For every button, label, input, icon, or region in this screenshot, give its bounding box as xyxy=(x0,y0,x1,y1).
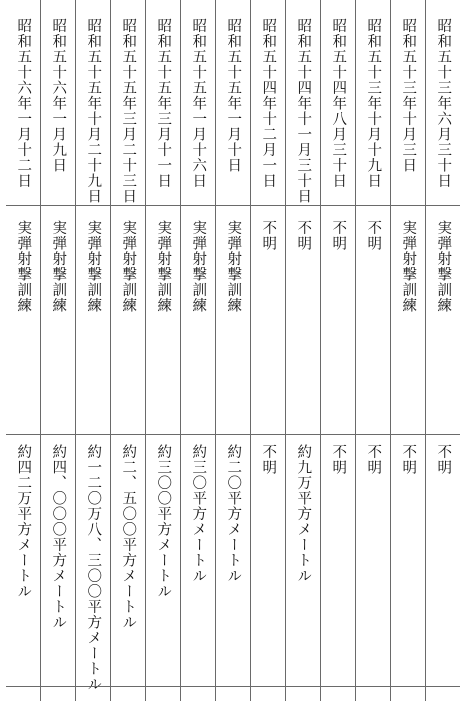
area-cell: 約二〇平方メートル xyxy=(225,444,242,584)
table-row xyxy=(320,0,355,701)
table-row xyxy=(145,0,180,701)
date-cell: 昭和五十五年三月二十三日 xyxy=(120,18,137,204)
area-cell: 約一二〇万八、三〇〇平方メートル xyxy=(85,444,102,692)
purpose-cell: 実弾射撃訓練 xyxy=(400,220,417,313)
date-cell: 昭和五十五年十月二十九日 xyxy=(85,18,102,204)
table-row xyxy=(215,0,250,701)
fire-incident-table xyxy=(6,0,460,701)
purpose-cell: 不明 xyxy=(365,220,382,251)
date-cell: 昭和五十三年六月三十日 xyxy=(435,18,452,189)
purpose-cell: 不明 xyxy=(295,220,312,251)
area-cell: 不明 xyxy=(400,444,417,475)
purpose-cell: 実弾射撃訓練 xyxy=(225,220,242,313)
table-row xyxy=(285,0,320,701)
table-row xyxy=(390,0,425,701)
area-cell: 不明 xyxy=(260,444,277,475)
table-row xyxy=(6,0,40,701)
table-row xyxy=(40,0,75,701)
date-cell: 昭和五十三年十月三日 xyxy=(400,18,417,173)
table-row xyxy=(355,0,390,701)
purpose-cell: 実弾射撃訓練 xyxy=(15,220,32,313)
date-cell: 昭和五十六年一月九日 xyxy=(50,18,67,173)
section-divider xyxy=(6,205,460,206)
area-cell: 約四、〇〇〇平方メートル xyxy=(50,444,67,630)
area-cell: 約二、五〇〇平方メートル xyxy=(120,444,137,630)
purpose-cell: 不明 xyxy=(260,220,277,251)
date-cell: 昭和五十五年三月十一日 xyxy=(155,18,172,189)
area-cell: 約四二万平方メートル xyxy=(15,444,32,599)
purpose-cell: 実弾射撃訓練 xyxy=(120,220,137,313)
date-cell: 昭和五十五年一月十六日 xyxy=(190,18,207,189)
area-cell: 約三〇平方メートル xyxy=(190,444,207,584)
purpose-cell: 実弾射撃訓練 xyxy=(435,220,452,313)
table-row xyxy=(250,0,285,701)
date-cell: 昭和五十四年十二月一日 xyxy=(260,18,277,189)
date-cell: 昭和五十四年八月三十日 xyxy=(330,18,347,189)
date-cell: 昭和五十四年十一月三十日 xyxy=(295,18,312,204)
date-cell: 昭和五十三年十月十九日 xyxy=(365,18,382,189)
area-cell: 不明 xyxy=(365,444,382,475)
area-cell: 不明 xyxy=(330,444,347,475)
purpose-cell: 実弾射撃訓練 xyxy=(50,220,67,313)
date-cell: 昭和五十五年一月十日 xyxy=(225,18,242,173)
purpose-cell: 不明 xyxy=(330,220,347,251)
section-divider xyxy=(6,434,460,435)
date-cell: 昭和五十六年一月十二日 xyxy=(15,18,32,189)
table-bottom-rule xyxy=(6,686,460,687)
area-cell: 約九万平方メートル xyxy=(295,444,312,584)
purpose-cell: 実弾射撃訓練 xyxy=(85,220,102,313)
area-cell: 約三〇〇平方メートル xyxy=(155,444,172,599)
area-cell: 不明 xyxy=(435,444,452,475)
purpose-cell: 実弾射撃訓練 xyxy=(155,220,172,313)
table-row xyxy=(180,0,215,701)
table-row xyxy=(425,0,460,701)
purpose-cell: 実弾射撃訓練 xyxy=(190,220,207,313)
table-row xyxy=(75,0,110,701)
table-row xyxy=(110,0,145,701)
